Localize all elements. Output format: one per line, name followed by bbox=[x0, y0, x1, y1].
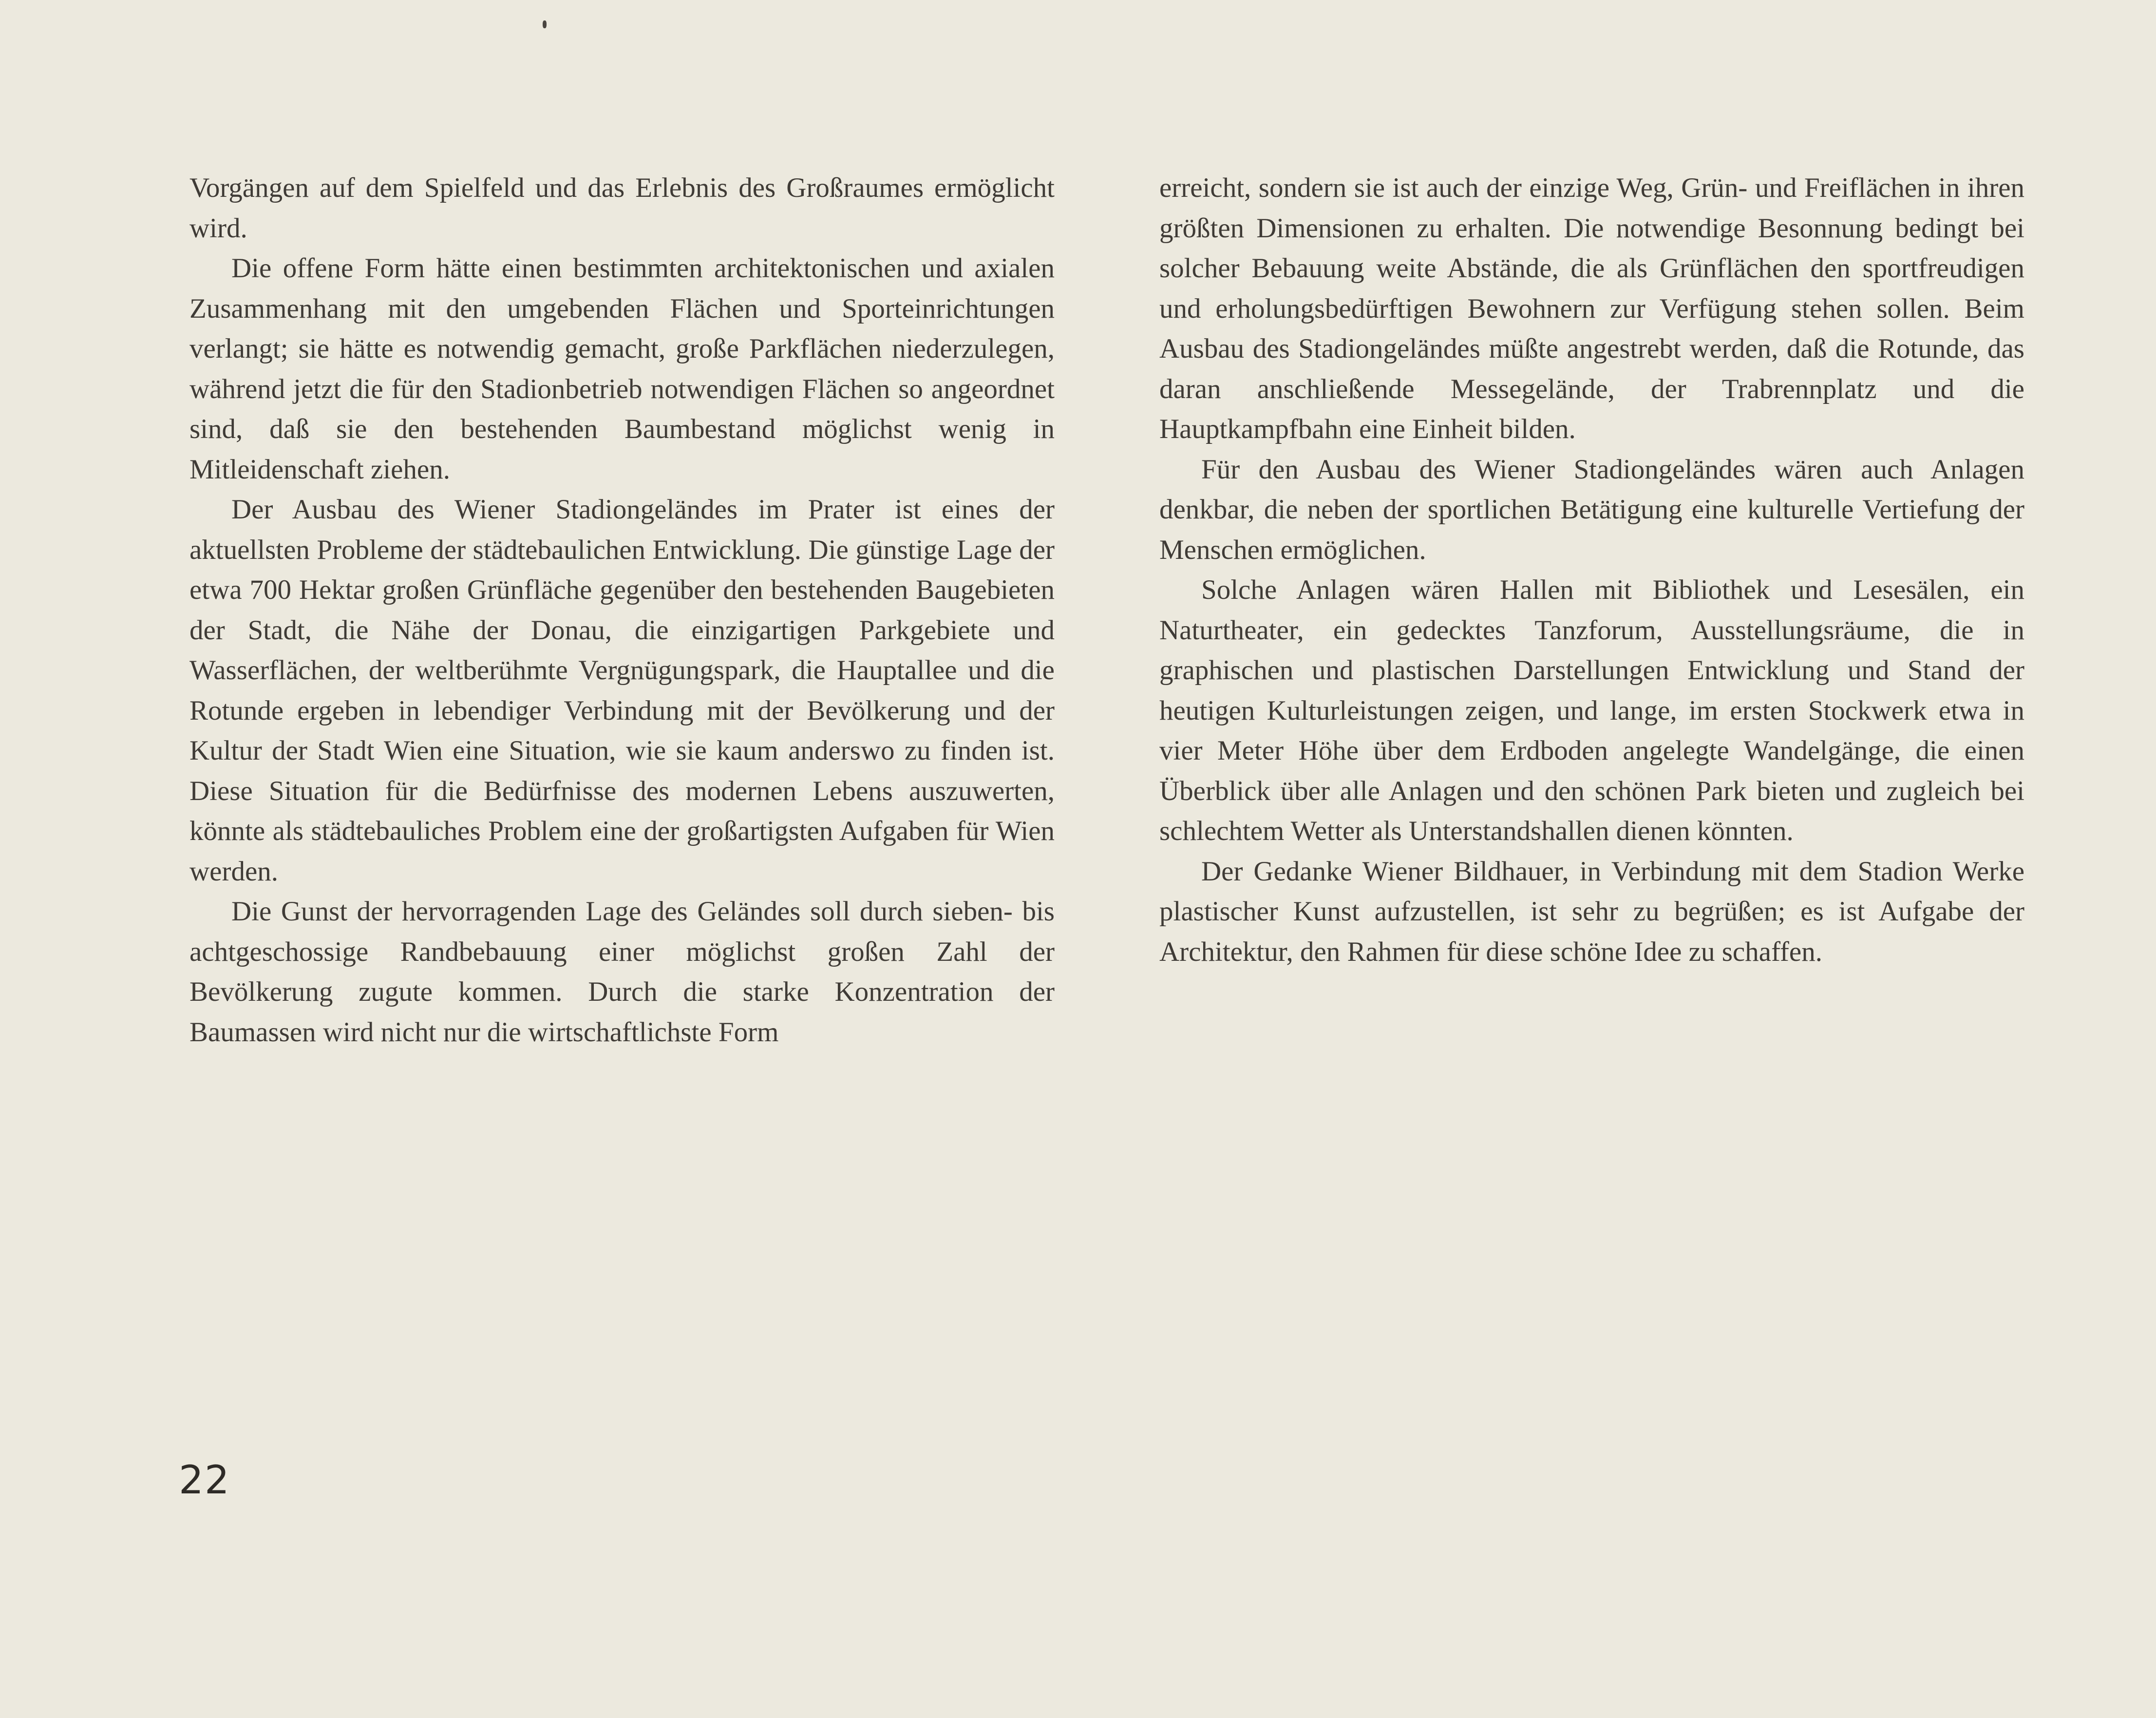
paragraph: Für den Ausbau des Wiener Stadiongeländes wären auch Anlagen denkbar, die neben der sportlichen Betätigung eine kulturelle Vertiefung der Menschen ermöglichen. bbox=[1159, 454, 2024, 565]
page-number: 22 bbox=[179, 1457, 230, 1503]
paragraph: Die Gunst der hervorragenden Lage des Geländes soll durch sieben- bis achtgeschossige Randbebauung einer möglichst großen Zahl der Bevölkerung zugute kommen. Durch die starke Konzentration der Baumassen wird nicht nur die wirtschaftlichste Form bbox=[189, 896, 1055, 1048]
left-text-column bbox=[189, 168, 1055, 1052]
right-text-column bbox=[1159, 168, 2024, 972]
print-speck bbox=[543, 20, 547, 28]
paragraph: Der Ausbau des Wiener Stadiongeländes im Prater ist eines der aktuellsten Probleme der städtebaulichen Entwicklung. Die günstige Lage der etwa 700 Hektar großen Grünfläche gegenüber den bestehenden Baugebieten der Stadt, die Nähe der Donau, die einzigartigen Parkgebiete und Wasserflächen, der weltberühmte Vergnügungspark, die Hauptallee und die Rotunde ergeben in lebendiger Verbindung mit der Bevölkerung und der Kultur der Stadt Wien eine Situation, wie sie kaum anderswo zu finden ist. Diese Situation für die Bedürfnisse des modernen Lebens auszuwerten, könnte als städtebauliches Problem eine der großartigsten Aufgaben für Wien werden. bbox=[189, 494, 1055, 887]
paragraph: Der Gedanke Wiener Bildhauer, in Verbindung mit dem Stadion Werke plastischer Kunst aufzustellen, ist sehr zu begrüßen; es ist Aufgabe der Architektur, den Rahmen für diese schöne Idee zu schaffen. bbox=[1159, 856, 2024, 967]
paragraph: Vorgängen auf dem Spielfeld und das Erlebnis des Großraumes ermöglicht wird. bbox=[189, 172, 1055, 244]
paragraph: erreicht, sondern sie ist auch der einzige Weg, Grün- und Freiflächen in ihren größten Dimensionen zu erhalten. Die notwendige Besonnung bedingt bei solcher Bebauung weite Abstände, die als Grünflächen den sportfreudigen und erholungsbedürftigen Bewohnern zur Verfügung stehen sollen. Beim Ausbau des Stadiongeländes müßte angestrebt werden, daß die Rotunde, das daran anschließende Messegelände, der Trabrennplatz und die Hauptkampfbahn eine Einheit bilden. bbox=[1159, 172, 2024, 444]
paragraph: Solche Anlagen wären Hallen mit Bibliothek und Lesesälen, ein Naturtheater, ein gedecktes Tanzforum, Ausstellungsräume, die in graphischen und plastischen Darstellungen Entwicklung und Stand der heutigen Kulturleistungen zeigen, und lange, im ersten Stockwerk etwa in vier Meter Höhe über dem Erdboden angelegte Wandelgänge, die einen Überblick über alle Anlagen und den schönen Park bieten und zugleich bei schlechtem Wetter als Unterstandshallen dienen könnten. bbox=[1159, 574, 2024, 846]
paragraph: Die offene Form hätte einen bestimmten architektonischen und axialen Zusammenhang mit den umgebenden Flächen und Sporteinrichtungen verlangt; sie hätte es notwendig gemacht, große Parkflächen niederzulegen, während jetzt die für den Stadionbetrieb notwendigen Flächen so angeordnet sind, daß sie den bestehenden Baumbestand möglichst wenig in Mitleidenschaft ziehen. bbox=[189, 253, 1055, 485]
